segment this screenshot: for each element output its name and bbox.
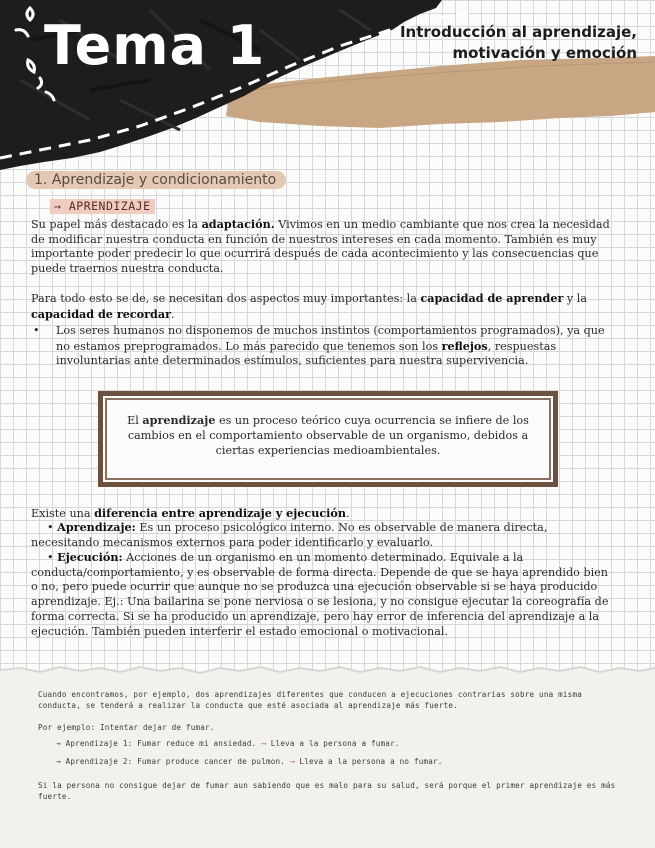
text-run: Aprendizaje 1: Fumar reduce mi ansiedad. [65,739,257,748]
keyword-diferencia: diferencia entre aprendizaje y ejecución [94,506,347,520]
text-run: Acciones de un organismo en un momento determinado. Equivale a la conducta/comportamiento, y es observable de forma directa. Depende de que se haya aprendido bien o no, pero puede ocurrir que aunque no se produzca una ejecución observable si se haya producido aprendizaje. Ej.: Una bailarina se pone nerviosa o se lesiona, y no consigue ejecutar la coreografía de forma correcta. Si se ha producido un aprendizaje, pero hay error de inferencia del aprendizaje a la ejecución. También pueden interferir el estado emocional o motivacional. [31,551,609,638]
definition-text [119,413,537,458]
text-run: Aprendizaje 2: Fumar produce cancer de pulmon. [65,757,286,766]
text-run: y la [563,292,588,305]
subtitle-line-1: Introducción al aprendizaje, [399,23,637,41]
definition-ejecucion-item [31,550,617,639]
definition-aprendizaje-item [31,520,617,550]
arrow-icon: → [56,739,61,748]
arrow-icon: → [56,757,61,766]
keyword-aprendizaje: aprendizaje [142,413,216,427]
note-conclusion: Si la persona no consigue dejar de fumar aun sabiendo que es malo para su salud, será porque el primer aprendizaje es más fuerte. [38,781,616,801]
keyword-capacidad-aprender: capacidad de aprender [420,291,564,305]
term-ejecucion: Ejecución: [57,550,123,564]
text-run: Vivimos en un medio cambiante que nos crea la necesidad de modificar nuestra conducta en función de nuestros intereses en cada momento. También es muy importante poder predecir lo que ocurrirá después de cada acontecimiento y las consecuencias que puede traernos nuestra conducta. [31,218,610,276]
text-run: Los seres humanos no disponemos de muchos instintos (comportamientos programados), ya que no estamos preprogramados. Lo más parecido que tenemos son los [56,324,605,353]
text-run: El [127,414,143,427]
subtitle-line-2: motivación y emoción [452,44,637,62]
keyword-adaptacion: adaptación. [201,217,275,231]
note-intro: Cuando encontramos, por ejemplo, dos aprendizajes diferentes que conducen a ejecuciones contrarias sobre una misma conducta, se tenderá a realizar la conducta que esté asociada al aprendizaje más fuerte. [38,690,582,710]
section-title: 1. Aprendizaje y condicionamiento [26,171,286,189]
bullet-reflexes [56,324,616,369]
subsection-heading: → APRENDIZAJE [50,199,155,214]
bullet-marker: • [47,551,54,564]
note-learning-2 [56,757,626,768]
arrow-icon: ⟶ [261,739,266,748]
page-title: Tema 1 [44,14,266,77]
text-run: Lleva a la persona a no fumar. [299,757,443,766]
text-run: Su papel más destacado es la [31,218,202,231]
text-run: . [346,507,350,520]
note-example: Por ejemplo: Intentar dejar de fumar. [38,723,215,732]
paragraph-capacities [31,291,617,322]
page-subtitle [377,22,637,64]
text-run: , respuestas involuntarias ante determinados estímulos, suficientes para nuestra supervivencia. [56,339,557,368]
text-run: Es un proceso psicológico interno. No es observable de manera directa, necesitando mecanismos externos para poder identificarlo y evaluarlo. [31,521,548,549]
definition-box [98,391,558,487]
term-aprendizaje: Aprendizaje: [57,520,136,534]
bullet-marker: • [47,521,54,534]
keyword-capacidad-recordar: capacidad de recordar [31,306,171,321]
text-run: . [170,307,175,321]
text-run: Existe una [31,507,95,520]
note-learning-1 [56,739,626,750]
arrow-icon: ⟶ [289,757,295,766]
text-run: es un proceso teórico cuya ocurrencia se infiere de los cambios en el comportamiento observable de un organismo, debidos a ciertas experiencias medioambientales. [127,414,529,457]
paragraph-adaptation [31,217,617,277]
keyword-reflejos: reflejos [441,338,488,353]
text-run: Lleva a la persona a fumar. [270,739,400,748]
text-run: Para todo esto se de, se necesitan dos aspectos muy importantes: la [31,292,421,305]
bullet-marker: • [33,324,40,337]
